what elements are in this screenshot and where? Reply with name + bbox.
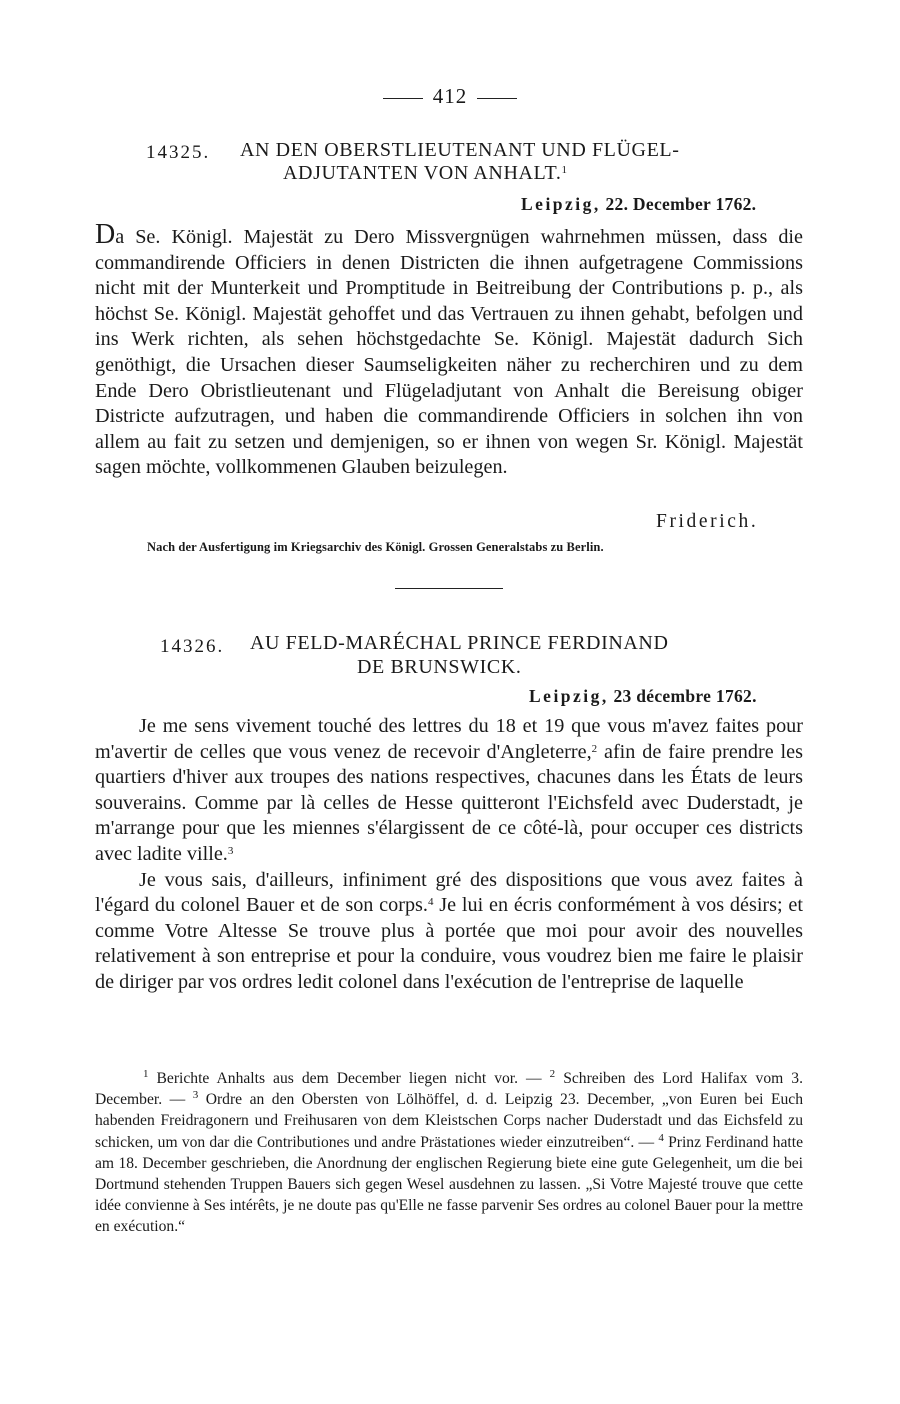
footnote-marker-4: 4 [658, 1131, 664, 1144]
page-number-left-dash [383, 98, 423, 99]
letter-1-dropcap: D [95, 219, 116, 250]
letter-2-footnote-ref-4: 4 [427, 896, 434, 909]
letter-1-body [95, 219, 803, 481]
footnote-1-text: Berichte Anhalts aus dem December liegen nicht vor. — [148, 1070, 550, 1087]
letter-2-dateline [529, 686, 757, 707]
letter-1-dateline [521, 194, 756, 215]
footnotes-paragraph [95, 1068, 803, 1238]
letter-2-footnote-ref-2: 2 [591, 742, 598, 755]
page-number-text: 412 [432, 84, 468, 108]
letter-2-title-line-1: AU FELD-MARÉCHAL PRINCE FERDINAND [250, 632, 669, 654]
letter-2-p1-text-a: Je me sens vivement touché des lettres du 18 et 19 que vous m'avez faites pour m'avertir de celles que vous venez de recevoir d'Angleterre, [95, 715, 803, 763]
letter-1-paragraph [95, 219, 803, 481]
letter-1-body-text: a Se. Königl. Majestät zu Dero Missvergnügen wahrnehmen müssen, dass die commandirende Officiers in denen Districten die ihnen aufgetragene Commissions nicht mit der Munterkeit und Promptitude in Beitreibung der Contributions p. p., als höchst Se. Königl. Majestät gehoffet und das Vertrauen zu ihnen gehabt, befolgen und ins Werk richten, als sehen höchstgedachte Se. Königl. Majestät dadurch Sich genöthigt, die Ursachen dieser Saumseligkeiten näher zu recherchiren und zu dem Ende Dero Obristlieutenant und Flügeladjutant von Anhalt die Bereisung obiger Districte aufzutragen, und haben die commandirende Officiers in solchen ihn von allem au fait zu setzen und demjenigen, so er ihnen von wegen Sr. Königl. Majestät sagen möchte, vollkommenen Glauben beizulegen. [95, 226, 803, 479]
footnote-3-text: Ordre an den Obersten von Lölhöffel, d. d. Leipzig 23. December, „von Euren bei Euch habenden Freidragonern und Freihusaren von dem Kleistschen Corps nacher Duderstadt und das Eichsfeld zu schicken, um von dar die Contributiones und andre Prästationes wieder einzutreiben“. — [95, 1091, 803, 1151]
letter-1-date: 22. December 1762. [605, 194, 757, 214]
footnotes [95, 1068, 803, 1238]
letter-2-paragraph-1 [95, 714, 803, 868]
letter-2-p2-text-b: Je lui en écris conformément à vos désirs; et comme Votre Altesse Se trouve plus à portée que moi pour avoir des nouvelles relativement à son entreprise et pour la conduire, vous voudrez bien me faire le plaisir de diriger par vos ordres ledit colonel dans l'exécution de l'entreprise de laquelle [95, 894, 803, 993]
letter-1-number: 14325. [146, 142, 211, 163]
letter-2-paragraph-2 [95, 868, 803, 996]
letter-2-body [95, 714, 803, 996]
page-number-right-dash [477, 98, 517, 99]
letter-1-place: Leipzig, [521, 194, 601, 214]
letter-2-p2-text-a: Je vous sais, d'ailleurs, infiniment gré des dispositions que vous avez faites à l'égard du colonel Bauer et de son corps. [95, 868, 803, 917]
letter-1-title-text: ADJUTANTEN VON ANHALT. [283, 162, 562, 184]
letter-1-title-line-1: AN DEN OBERSTLIEUTENANT UND FLÜGEL- [240, 139, 680, 161]
footnote-4-text: Prinz Ferdinand hatte am 18. December geschrieben, die Anordnung der englischen Regierung biete eine gute Gelegenheit, um die bei Dortmund stehenden Truppen Bauers sich gegen Wesel ausdehnen zu lassen. „Si Votre Majesté trouve que cette idée convienne à Ses intérêts, je ne doute pas qu'Elle ne fasse parvenir Ses ordres au colonel Bauer pour la mettre en exécution.“ [95, 1133, 803, 1236]
letter-1-title-line-2 [283, 162, 568, 185]
footnote-marker-1: 1 [143, 1068, 149, 1080]
page-number [0, 84, 900, 109]
letter-2-p1-text-b: afin de faire prendre les quartiers d'hiver aux troupes des nations respectives, chacunes dans les États de leurs souverains. Comme par là celles de Hesse quitteront l'Eichsfeld avec Duderstadt, je m'arrange pour que les miennes s'élargissent de ce côté-là, pour occuper ces districts avec ladite ville. [95, 740, 803, 865]
footnote-marker-3: 3 [192, 1089, 199, 1102]
letter-2-number: 14326. [160, 636, 225, 657]
letter-2-place: Leipzig, [529, 686, 609, 706]
letter-2-footnote-ref-3: 3 [227, 844, 234, 857]
footnote-marker-2: 2 [549, 1068, 556, 1080]
footnote-2-text: Schreiben des Lord Halifax vom 3. December. — [95, 1070, 803, 1109]
letter-1-source-note: Nach der Ausfertigung im Kriegsarchiv des Königl. Grossen Generalstabs zu Berlin. [147, 540, 604, 554]
letter-1-signature: Friderich. [656, 511, 759, 532]
letter-1-title-footnote-ref: 1 [561, 164, 568, 176]
letter-2-title-line-2: DE BRUNSWICK. [357, 656, 522, 678]
letter-2-date: 23 décembre 1762. [613, 686, 757, 706]
letter-separator-rule [395, 588, 503, 589]
